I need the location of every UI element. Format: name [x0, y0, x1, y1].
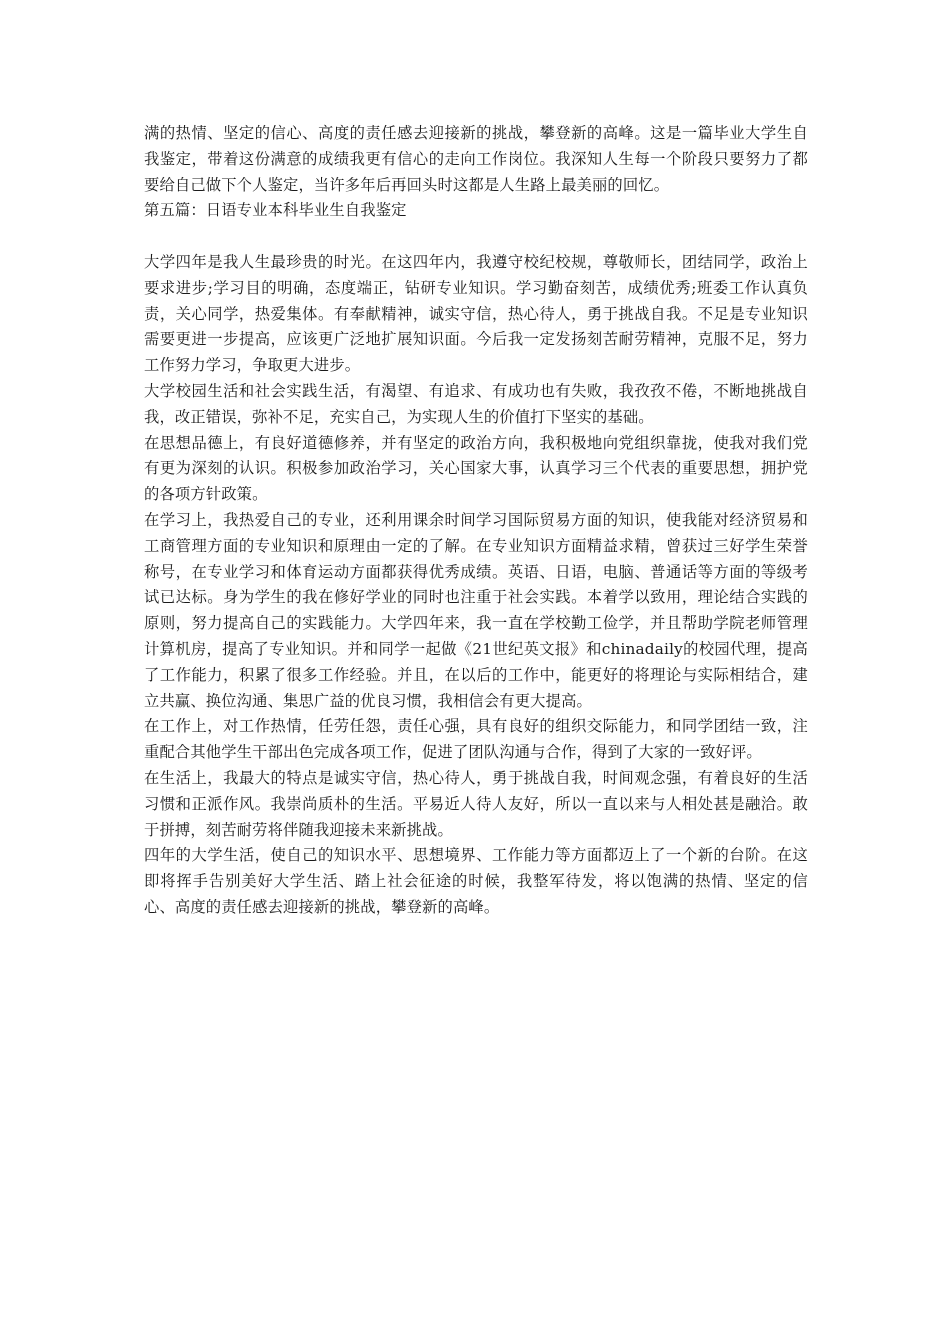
document-body [144, 121, 808, 921]
paragraph-1: 大学四年是我人生最珍贵的时光。在这四年内，我遵守校纪校规，尊敬师长，团结同学，政治上要求进步;学习目的明确，态度端正，钻研专业知识。学习勤奋刻苦，成绩优秀;班委工作认真负责，关心同学，热爱集体。有奉献精神，诚实守信，热心待人，勇于挑战自我。不足是专业知识需要更进一步提高，应该更广泛地扩展知识面。今后我一定发扬刻苦耐劳精神，克服不足，努力工作努力学习，争取更大进步。 [144, 252, 808, 375]
paragraph-2: 大学校园生活和社会实践生活，有渴望、有追求、有成功也有失败，我孜孜不倦，不断地挑战自我，改正错误，弥补不足，充实自己，为实现人生的价值打下坚实的基础。 [144, 381, 808, 426]
paragraph-6: 在生活上，我最大的特点是诚实守信，热心待人，勇于挑战自我，时间观念强，有着良好的生活习惯和正派作风。我崇尚质朴的生活。平易近人待人友好，所以一直以来与人相处甚是融洽。敢于拼搏，刻苦耐劳将伴随我迎接未来新挑战。 [144, 768, 808, 839]
paragraph-7: 四年的大学生活，使自己的知识水平、思想境界、工作能力等方面都迈上了一个新的台阶。在这即将挥手告别美好大学生活、踏上社会征途的时候，我整军待发，将以饱满的热情、坚定的信心、高度的责任感去迎接新的挑战，攀登新的高峰。 [144, 846, 808, 916]
paragraph-3: 在思想品德上，有良好道德修养，并有坚定的政治方向，我积极地向党组织靠拢，使我对我们党有更为深刻的认识。积极参加政治学习，关心国家大事，认真学习三个代表的重要思想，拥护党的各项方针政策。 [144, 433, 808, 504]
paragraph-5: 在工作上，对工作热情，任劳任怨，责任心强，具有良好的组织交际能力，和同学团结一致，注重配合其他学生干部出色完成各项工作，促进了团队沟通与合作，得到了大家的一致好评。 [144, 717, 808, 762]
section-heading: 第五篇：日语专业本科毕业生自我鉴定 [144, 201, 407, 220]
paragraph-4: 在学习上，我热爱自己的专业，还利用课余时间学习国际贸易方面的知识，使我能对经济贸易和工商管理方面的专业知识和原理由一定的了解。在专业知识方面精益求精，曾获过三好学生荣誉称号，在专业学习和体育运动方面都获得优秀成绩。英语、日语，电脑、普通话等方面的等级考试已达标。身为学生的我在修好学业的同时也注重于社会实践。本着学以致用，理论结合实践的原则，努力提高自己的实践能力。大学四年来，我一直在学校勤工俭学，并且帮助学院老师管理计算机房，提高了专业知识。并和同学一起做《21世纪英文报》和chinadaily的校园代理，提高了工作能力，积累了很多工作经验。并且，在以后的工作中，能更好的将理论与实际相结合，建立共赢、换位沟通、集思广益的优良习惯，我相信会有更大提高。 [144, 510, 808, 710]
intro-paragraph: 满的热情、坚定的信心、高度的责任感去迎接新的挑战，攀登新的高峰。这是一篇毕业大学生自我鉴定，带着这份满意的成绩我更有信心的走向工作岗位。我深知人生每一个阶段只要努力了都要给自己做下个人鉴定，当许多年后再回头时这都是人生路上最美丽的回忆。 [144, 124, 808, 194]
blank-line [144, 224, 808, 250]
